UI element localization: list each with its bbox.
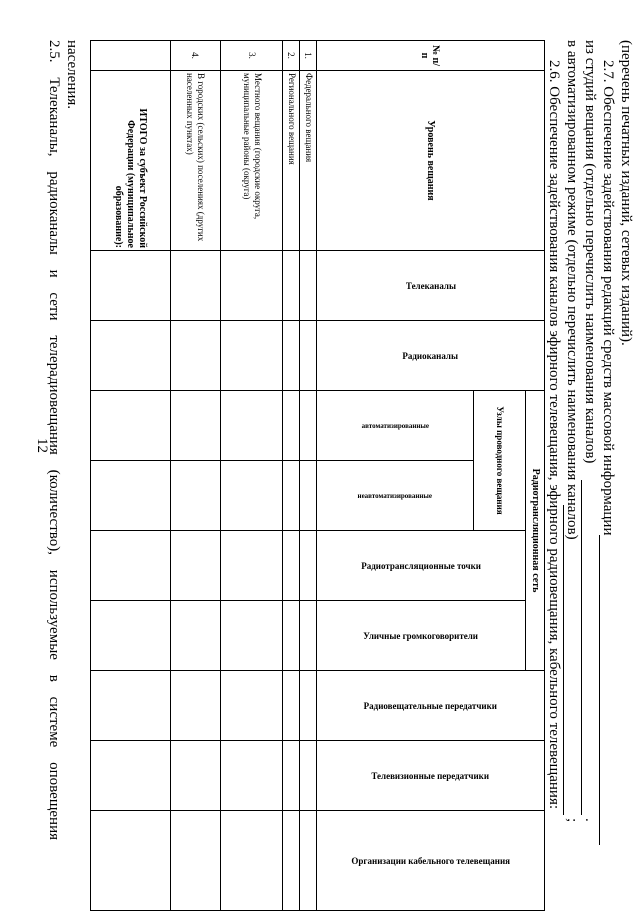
header-radio-network: Радиотрансляционная сеть — [526, 391, 545, 671]
row-num: 3. — [220, 41, 283, 71]
clause-2-6-auto-end: ; — [564, 818, 580, 823]
header-automated: автоматизированные — [361, 421, 429, 430]
total-label: ИТОГО за субъект Российской Федерации (муниципальное образование): — [91, 71, 171, 251]
row-level: Федерального вещания — [300, 71, 317, 251]
clause-2-6-studio: из студий вещания (отдельно перечислить наименования каналов) — [582, 40, 598, 464]
clause-2-6-auto: в автоматизированном режиме (отдельно перечислить наименования каналов) — [564, 40, 580, 540]
row-num: 1. — [300, 41, 317, 71]
section-heading: 2.5. Телеканалы, радиоканалы и сети телерадиовещания (количество), используемые в системе оповещения — [46, 40, 62, 840]
row-level: Регионального вещания — [283, 71, 300, 251]
table-row — [220, 41, 283, 911]
table-row — [170, 41, 220, 911]
header-tv-transmitters: Телевизионные передатчики — [371, 770, 490, 781]
header-non-automated: неавтоматизированные — [357, 491, 433, 500]
header-cable-tv-orgs: Организации кабельного телевещания — [351, 855, 510, 866]
header-radio-points: Радиотрансляционные точки — [361, 560, 481, 571]
total-row — [91, 41, 171, 911]
table-row — [300, 41, 317, 911]
header-wired-nodes: Узлы проводного вещания — [473, 391, 525, 531]
row-level: Местного вещания (городские округа, муниципальные районы (округа) — [220, 71, 283, 251]
header-tv-channels: Телеканалы — [405, 280, 456, 291]
header-radio-channels: Радиоканалы — [402, 350, 459, 361]
header-level: Уровень вещания — [316, 71, 544, 251]
blank-line-media — [599, 535, 600, 845]
blank-line-studio — [581, 480, 582, 815]
table-row — [283, 41, 300, 911]
clause-2-6-title: 2.6. Обеспечение задействования каналов эфирного телевещания, эфирного радиовещания, кабельного телевещания: — [546, 60, 562, 810]
clause-2-6-studio-end: . — [582, 818, 598, 822]
page-number: 12 — [34, 438, 50, 453]
row-level: В городских (сельских) поселениях (других населенных пунктах) — [170, 71, 220, 251]
broadcast-table — [90, 40, 545, 911]
row-num: 2. — [283, 41, 300, 71]
clause-2-7-note: (перечень печатных изданий, сетевых изданий). — [618, 40, 634, 346]
row-num: 4. — [170, 41, 220, 71]
section-heading-continued: населения. — [64, 40, 80, 110]
header-radio-transmitters: Радиовещательные передатчики — [363, 700, 498, 711]
clause-2-7-title: 2.7. Обеспечение задействования редакций средств массовой информации — [600, 60, 616, 536]
header-street-speakers: Уличные громкоговорители — [363, 630, 479, 641]
header-num: № п/п — [316, 41, 544, 71]
blank-line-auto — [563, 505, 564, 815]
